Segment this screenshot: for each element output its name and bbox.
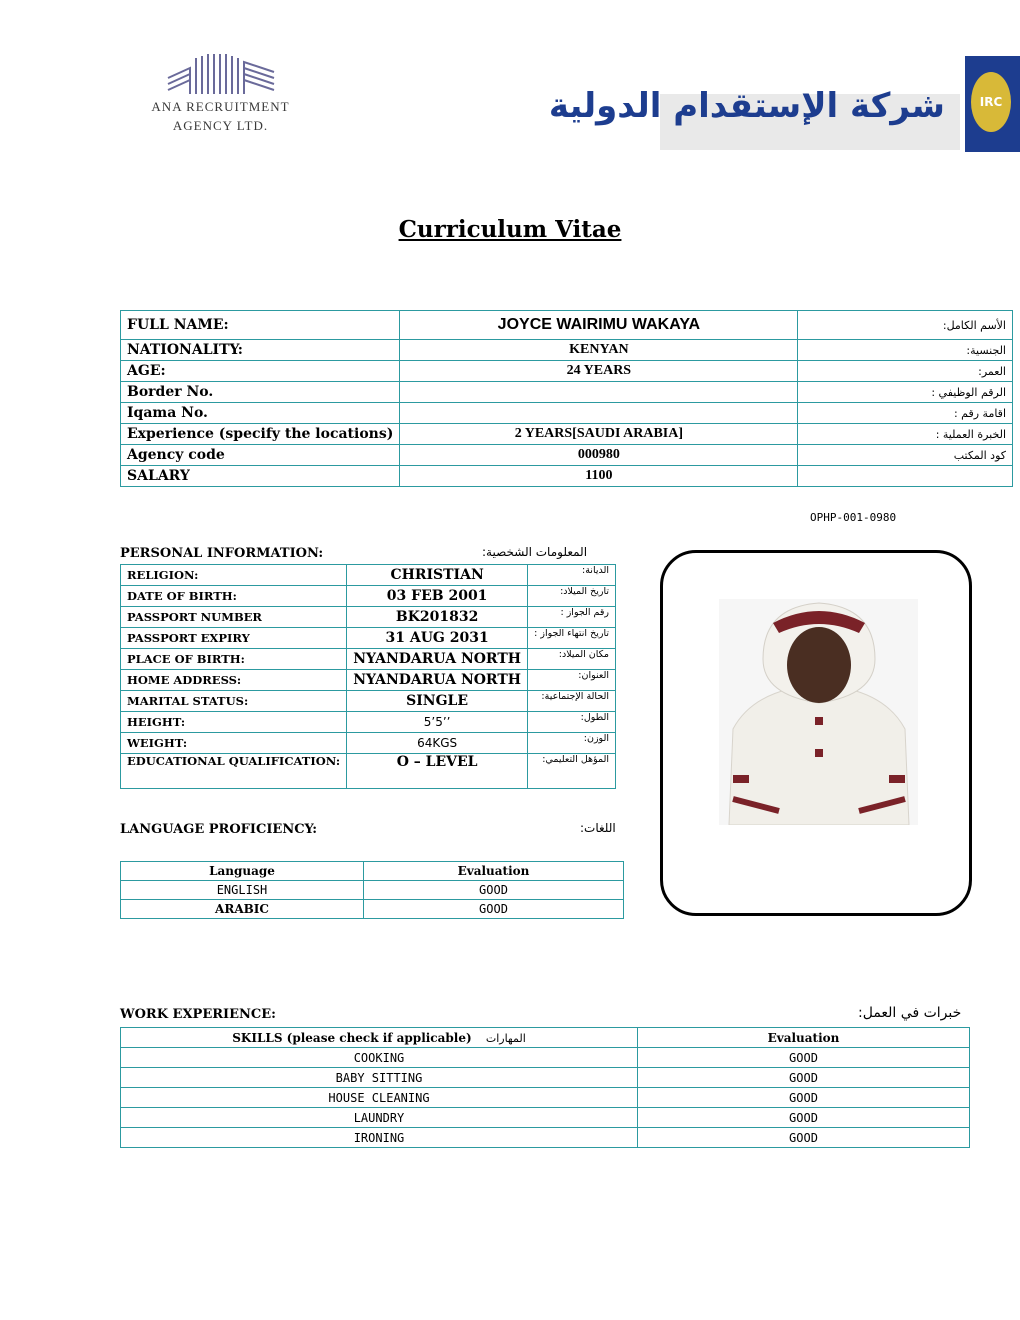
table-row <box>121 733 616 754</box>
skill-evaluation: GOOD <box>638 1108 970 1128</box>
building-icon <box>166 52 276 96</box>
field-label-arabic: مكان الميلاد: <box>528 649 616 670</box>
field-label-arabic: الخبرة العملية : <box>798 424 1013 445</box>
work-heading-arabic: خبرات في العمل: <box>858 1005 962 1021</box>
field-label-arabic: اقامة رقم : <box>798 403 1013 424</box>
field-label-arabic: كود المكتب <box>798 445 1013 466</box>
field-label-arabic: المؤهل التعليمي: <box>528 754 616 789</box>
field-value: SINGLE <box>347 691 528 712</box>
field-value: CHRISTIAN <box>347 565 528 586</box>
field-value: 5’5’’ <box>347 712 528 733</box>
irc-badge: IRC <box>971 72 1011 132</box>
col-language: Language <box>121 862 364 881</box>
irc-logo-text: شركة الإستقدام الدولية <box>548 86 945 126</box>
field-value: 000980 <box>400 445 798 466</box>
table-row <box>121 670 616 691</box>
skill-evaluation: GOOD <box>638 1128 970 1148</box>
field-value: 64KGS <box>347 733 528 754</box>
field-label: WEIGHT: <box>121 733 347 754</box>
field-label-arabic: الطول: <box>528 712 616 733</box>
ana-logo-line1: ANA RECRUITMENT <box>151 99 290 114</box>
reference-code: OPHP-001-0980 <box>810 511 897 524</box>
table-row <box>121 340 1013 361</box>
field-value: 2 YEARS[SAUDI ARABIA] <box>400 424 798 445</box>
field-label: MARITAL STATUS: <box>121 691 347 712</box>
table-row <box>121 712 616 733</box>
field-label: HOME ADDRESS: <box>121 670 347 691</box>
field-label-arabic: العنوان: <box>528 670 616 691</box>
skill-name: IRONING <box>121 1128 638 1148</box>
field-label: HEIGHT: <box>121 712 347 733</box>
skill-name: COOKING <box>121 1048 638 1068</box>
field-label-arabic: الرقم الوظيفي : <box>798 382 1013 403</box>
field-label-arabic: الأسم الكامل: <box>798 311 1013 340</box>
table-row <box>121 754 616 789</box>
table-row <box>121 881 624 900</box>
field-label-arabic <box>798 466 1013 487</box>
skill-name: HOUSE CLEANING <box>121 1088 638 1108</box>
field-label: FULL NAME: <box>121 311 400 340</box>
col-skills <box>121 1028 638 1048</box>
field-value: O – LEVEL <box>347 754 528 789</box>
field-label-arabic: تاريخ الميلاد: <box>528 586 616 607</box>
field-label-arabic: تاريخ انتهاء الجواز : <box>528 628 616 649</box>
field-value <box>400 382 798 403</box>
field-value: BK201832 <box>347 607 528 628</box>
language-heading-arabic: اللغات: <box>580 821 616 835</box>
table-row <box>121 424 1013 445</box>
skill-name: BABY SITTING <box>121 1068 638 1088</box>
table-row <box>121 565 616 586</box>
field-label: DATE OF BIRTH: <box>121 586 347 607</box>
field-value: 31 AUG 2031 <box>347 628 528 649</box>
skill-name: LAUNDRY <box>121 1108 638 1128</box>
table-row <box>121 900 624 919</box>
language-name: ARABIC <box>121 900 364 919</box>
field-label: Border No. <box>121 382 400 403</box>
personal-info-table <box>120 564 616 789</box>
skill-evaluation: GOOD <box>638 1088 970 1108</box>
table-row <box>121 445 1013 466</box>
table-header-row <box>121 1028 970 1048</box>
table-row <box>121 607 616 628</box>
table-header-row <box>121 862 624 881</box>
field-value: NYANDARUA NORTH <box>347 670 528 691</box>
field-label-arabic: رقم الجواز : <box>528 607 616 628</box>
field-label-arabic: الديانة: <box>528 565 616 586</box>
language-evaluation: GOOD <box>364 881 624 900</box>
field-label-arabic: العمر: <box>798 361 1013 382</box>
field-label-arabic: الجنسية: <box>798 340 1013 361</box>
table-row <box>121 1088 970 1108</box>
table-row <box>121 311 1013 340</box>
table-row <box>121 1128 970 1148</box>
field-value: 24 YEARS <box>400 361 798 382</box>
table-row <box>121 466 1013 487</box>
table-row <box>121 361 1013 382</box>
field-label: Agency code <box>121 445 400 466</box>
irc-logo <box>548 56 1020 152</box>
personal-info-heading: PERSONAL INFORMATION: <box>120 546 324 561</box>
field-value: 03 FEB 2001 <box>347 586 528 607</box>
field-label: PASSPORT EXPIRY <box>121 628 347 649</box>
field-label: Experience (specify the locations) <box>121 424 400 445</box>
table-row <box>121 1108 970 1128</box>
field-value: JOYCE WAIRIMU WAKAYA <box>400 311 798 340</box>
main-info-table <box>120 310 1013 487</box>
ana-logo-line2: AGENCY LTD. <box>172 118 269 133</box>
language-name: ENGLISH <box>121 881 364 900</box>
field-label: NATIONALITY: <box>121 340 400 361</box>
col-evaluation: Evaluation <box>364 862 624 881</box>
table-row <box>121 403 1013 424</box>
language-table <box>120 861 624 919</box>
field-label: RELIGION: <box>121 565 347 586</box>
table-row <box>121 649 616 670</box>
field-label: EDUCATIONAL QUALIFICATION: <box>121 754 347 789</box>
field-label-arabic: الوزن: <box>528 733 616 754</box>
field-value: 1100 <box>400 466 798 487</box>
personal-info-heading-arabic: المعلومات الشخصية: <box>482 545 588 559</box>
table-row <box>121 628 616 649</box>
field-value: KENYAN <box>400 340 798 361</box>
table-row <box>121 1068 970 1088</box>
skill-evaluation: GOOD <box>638 1068 970 1088</box>
table-row <box>121 382 1013 403</box>
language-evaluation: GOOD <box>364 900 624 919</box>
field-value <box>400 403 798 424</box>
col-evaluation: Evaluation <box>638 1028 970 1048</box>
table-row <box>121 586 616 607</box>
ana-logo <box>128 52 313 142</box>
field-label: PLACE OF BIRTH: <box>121 649 347 670</box>
skill-evaluation: GOOD <box>638 1048 970 1068</box>
field-label: Iqama No. <box>121 403 400 424</box>
page-title: Curriculum Vitae <box>398 216 622 243</box>
work-table <box>120 1027 970 1148</box>
field-label-arabic: الحالة الإجتماعية: <box>528 691 616 712</box>
field-label: PASSPORT NUMBER <box>121 607 347 628</box>
col-skills-label: SKILLS (please check if applicable) <box>232 1030 472 1045</box>
field-label: AGE: <box>121 361 400 382</box>
work-heading: WORK EXPERIENCE: <box>120 1007 276 1022</box>
table-row <box>121 691 616 712</box>
language-heading: LANGUAGE PROFICIENCY: <box>120 822 318 837</box>
field-label: SALARY <box>121 466 400 487</box>
field-value: NYANDARUA NORTH <box>347 649 528 670</box>
table-row <box>121 1048 970 1068</box>
col-skills-arabic: المهارات <box>485 1031 526 1045</box>
candidate-photo <box>719 599 918 825</box>
